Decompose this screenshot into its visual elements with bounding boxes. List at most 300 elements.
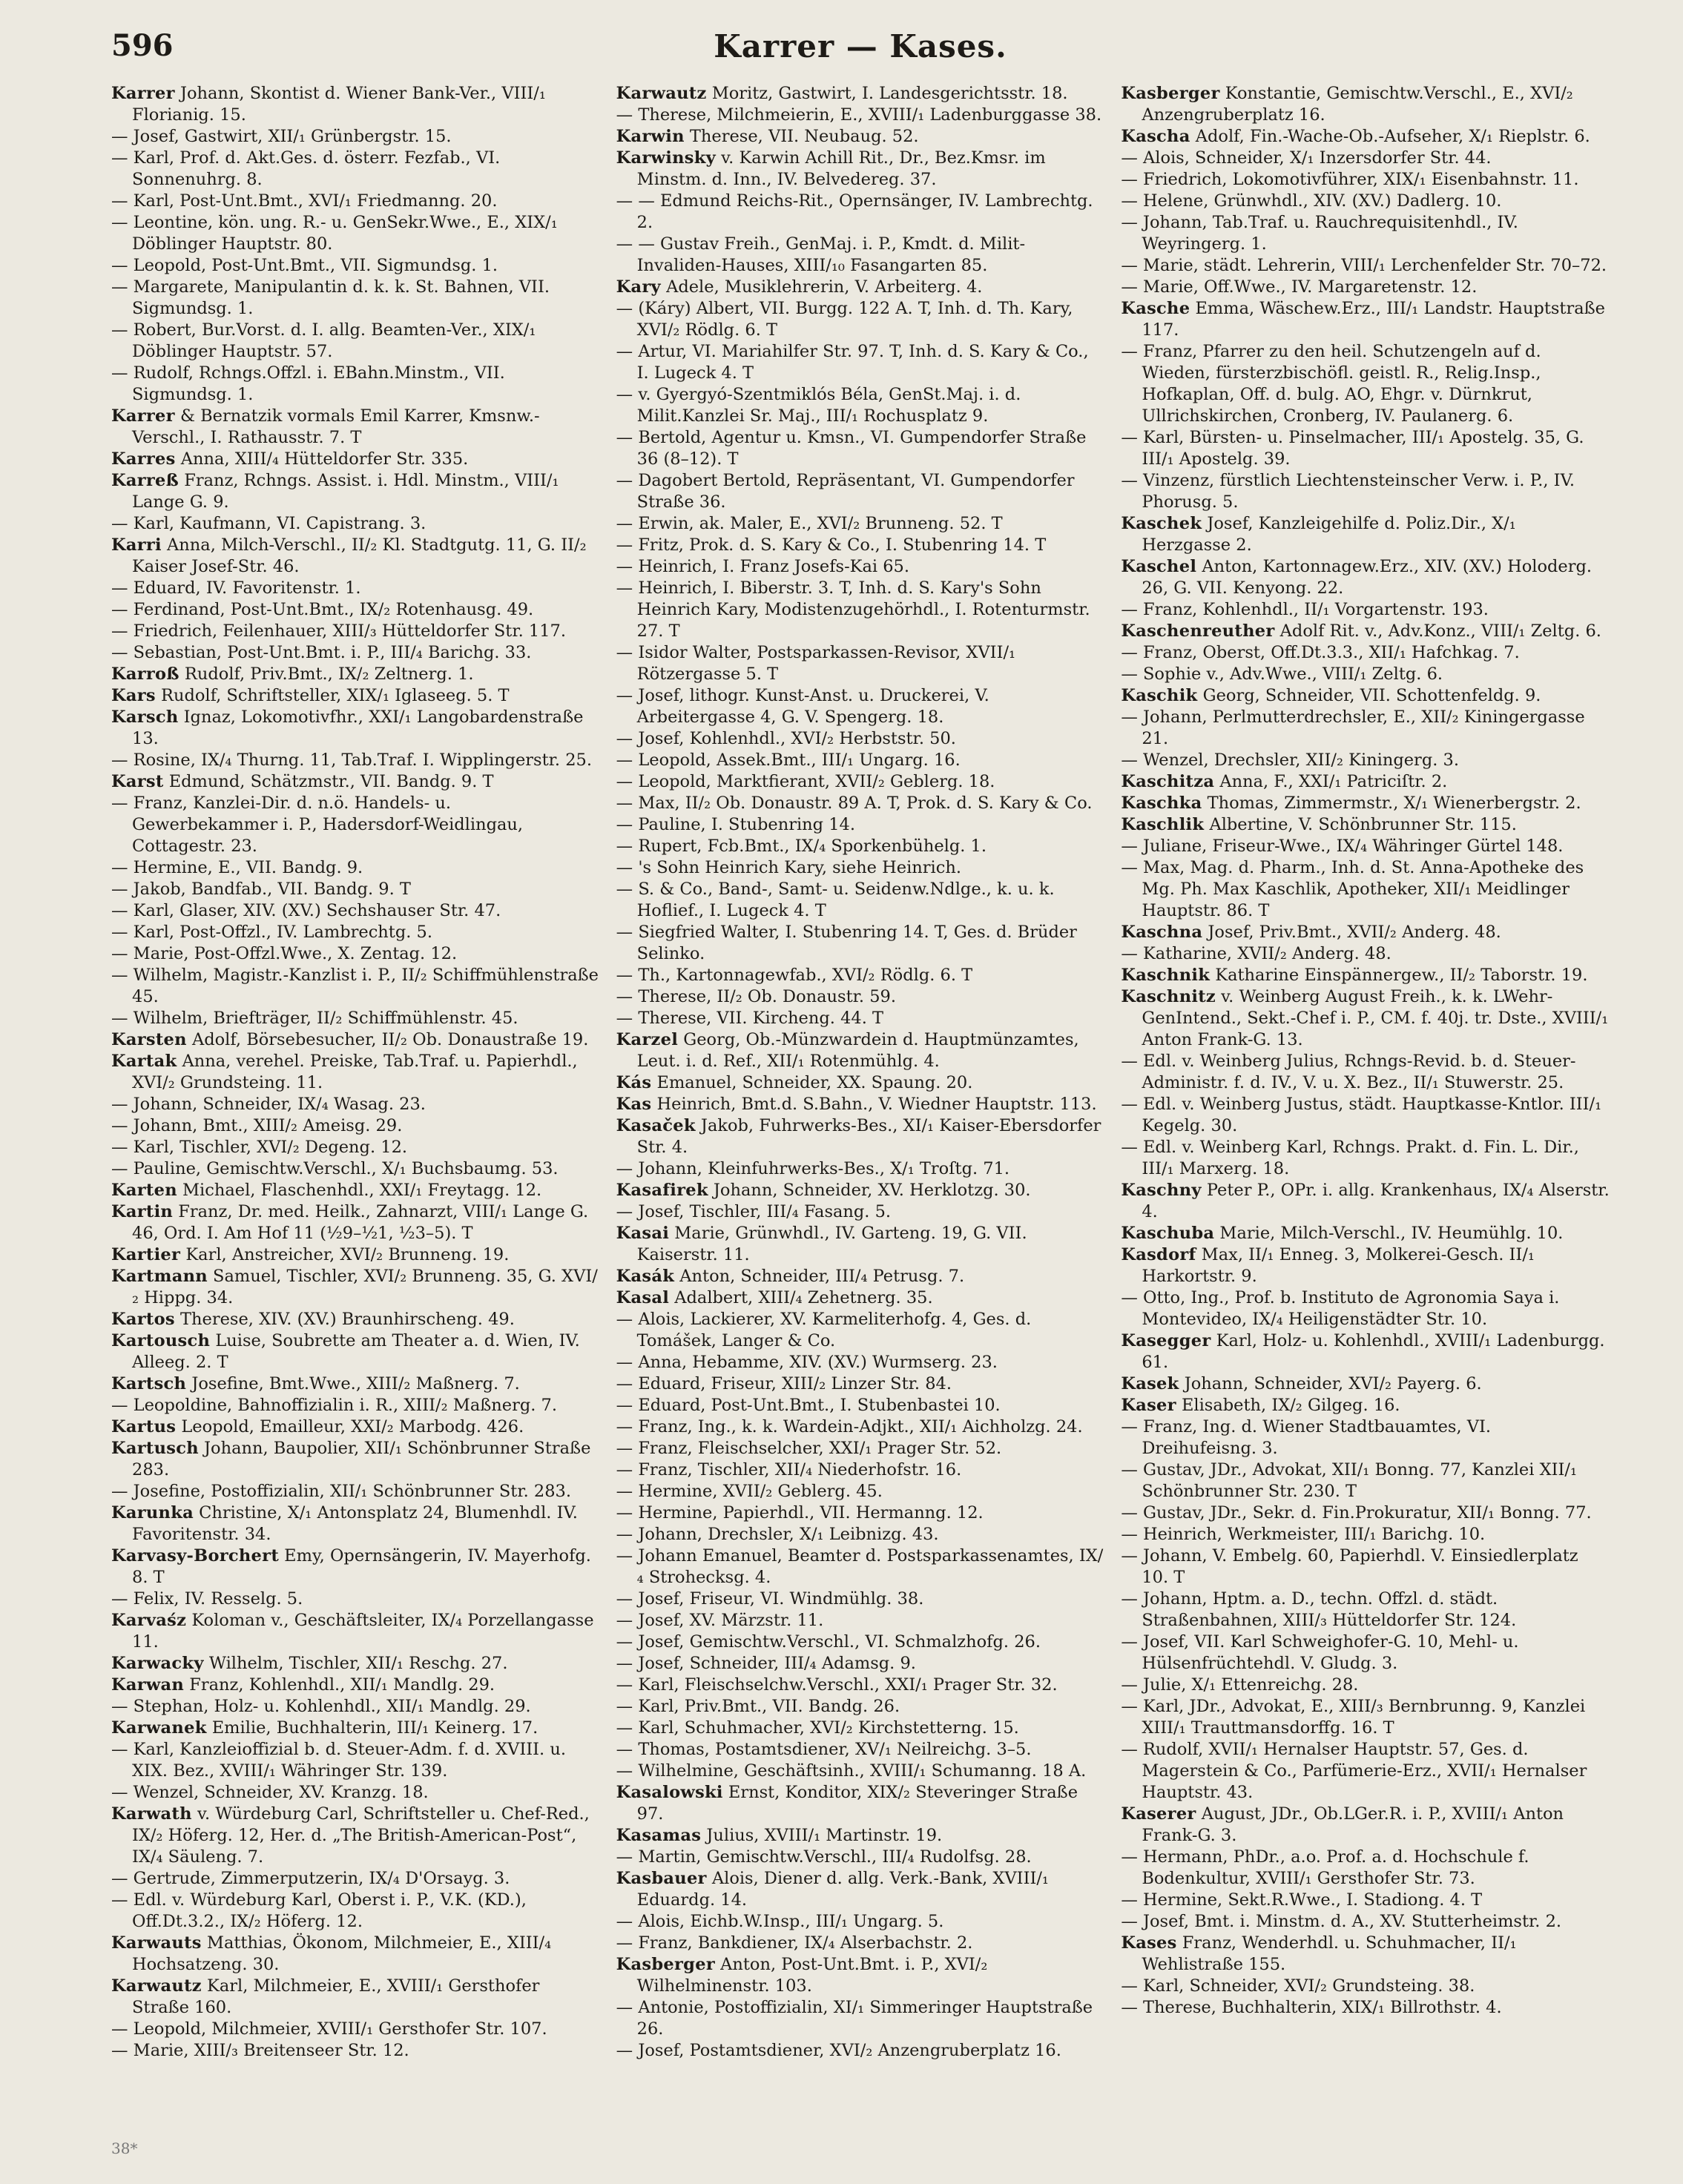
entry-surname: Kartos: [111, 1310, 175, 1329]
entry-text: Alois, Diener d. allg. Verk.-Bank, XVIII/₁ Eduardg. 14.: [636, 1869, 1049, 1910]
directory-entry: [616, 1632, 1105, 1653]
entry-text: Johann, Baupolier, XII/₁ Schönbrunner Straße 283.: [132, 1439, 591, 1479]
entry-text: — Franz, Kohlenhdl., II/₁ Vorgartenstr. 193.: [1121, 600, 1489, 619]
entry-text: — Edl. v. Weinberg Julius, Rchngs-Revid. b. d. Steuer-Administr. f. d. IV., V. u. X. Bez., II/₁ Stuwerstr. 25.: [1121, 1052, 1576, 1092]
column-2: [616, 83, 1105, 2160]
directory-entry: [616, 1675, 1105, 1696]
entry-text: Christine, X/₁ Antonsplatz 24, Blumenhdl. IV. Favoritenstr. 34.: [132, 1503, 578, 1544]
entry-surname: Karwautz: [616, 84, 707, 103]
directory-entry: [111, 857, 600, 879]
directory-entry: [616, 1761, 1105, 1782]
entry-text: — Johann, Drechsler, X/₁ Leibnizg. 43.: [616, 1525, 939, 1544]
entry-text: — Pauline, Gemischtw.Verschl., X/₁ Buchsbaumg. 53.: [111, 1159, 559, 1178]
directory-entry: [616, 1373, 1105, 1395]
entry-text: Koloman v., Geschäftsleiter, IX/₄ Porzellangasse 11.: [132, 1611, 594, 1652]
entry-text: Franz, Rchngs. Assist. i. Hdl. Minstm., VIII/₁ Lange G. 9.: [132, 471, 559, 512]
entry-text: — Rupert, Fcb.Bmt., IX/₄ Sporkenbühelg. 1.: [616, 837, 987, 856]
directory-entry: [111, 1696, 600, 1718]
directory-entry: [616, 148, 1105, 191]
directory-entry: [616, 1825, 1105, 1847]
directory-entry: [111, 1782, 600, 1804]
entry-text: — Karl, JDr., Advokat, E., XIII/₃ Bernbrunng. 9, Kanzlei XIII/₁ Trauttmansdorffg. 16. T: [1121, 1697, 1586, 1738]
entry-text: Therese, XIV. (XV.) Braunhirscheng. 49.: [174, 1310, 515, 1329]
entry-surname: Karst: [111, 772, 164, 791]
entry-text: — Franz, Oberst, Off.Dt.3.3., XII/₁ Hafchkag. 7.: [1121, 643, 1520, 662]
directory-entry: [1121, 771, 1610, 793]
entry-surname: Kasal: [616, 1288, 670, 1307]
entry-text: — Leopoldine, Bahnoffizialin i. R., XIII/₂ Maßnerg. 7.: [111, 1396, 558, 1415]
directory-entry: [616, 750, 1105, 771]
directory-entry: [616, 341, 1105, 384]
directory-entry: [111, 578, 600, 599]
directory-entry: [111, 1416, 600, 1438]
entry-text: Jakob, Fuhrwerks-Bes., XI/₁ Kaiser-Ebersdorfer Str. 4.: [636, 1116, 1101, 1157]
directory-entry: [111, 1718, 600, 1739]
entry-text: Emy, Opernsängerin, IV. Mayerhofg. 8. T: [132, 1546, 591, 1587]
entry-text: — Th., Kartonnagewfab., XVI/₂ Rödlg. 6. T: [616, 966, 973, 985]
directory-entry: [616, 470, 1105, 513]
entry-surname: Kasalowski: [616, 1783, 723, 1802]
directory-entry: [616, 1180, 1105, 1201]
directory-entry: [111, 750, 600, 771]
entry-text: — Eduard, Post-Unt.Bmt., I. Stubenbastei 10.: [616, 1396, 1001, 1415]
entry-text: — Heinrich, I. Franz Josefs-Kai 65.: [616, 557, 910, 576]
entry-text: Anton, Post-Unt.Bmt. i. P., XVI/₂ Wilhelminenstr. 103.: [636, 1955, 988, 1996]
entry-text: — Gertrude, Zimmerputzerin, IX/₄ D'Orsayg. 3.: [111, 1869, 510, 1888]
directory-entry: [111, 1804, 600, 1868]
entry-surname: Kartousch: [111, 1331, 211, 1350]
entry-text: — Josef, Tischler, III/₄ Fasang. 5.: [616, 1202, 892, 1221]
directory-entry: [616, 1868, 1105, 1911]
directory-entry: [111, 83, 600, 126]
entry-text: Georg, Schneider, VII. Schottenfeldg. 9.: [1197, 686, 1541, 705]
directory-entry: [111, 363, 600, 406]
entry-text: — Karl, Kanzleioffizial b. d. Steuer-Adm. f. d. XVIII. u. XIX. Bez., XVIII/₁ Währinger Str. 139.: [111, 1740, 567, 1781]
directory-entry: [111, 685, 600, 707]
entry-text: — Rudolf, Rchngs.Offzl. i. EBahn.Minstm., VII. Sigmundsg. 1.: [111, 363, 505, 404]
directory-entry: [111, 449, 600, 470]
entry-surname: Kasbauer: [616, 1869, 707, 1888]
entry-surname: Karwacky: [111, 1654, 204, 1673]
entry-surname: Karri: [111, 535, 162, 555]
directory-entry: [1121, 1094, 1610, 1137]
directory-entry: [111, 2040, 600, 2062]
directory-entry: [616, 1696, 1105, 1718]
entry-surname: Kaserer: [1121, 1804, 1196, 1824]
entry-text: — Vinzenz, fürstlich Liechtensteinscher Verw. i. P., IV. Phorusg. 5.: [1121, 471, 1575, 512]
directory-entry: [111, 599, 600, 621]
directory-entry: [1121, 1180, 1610, 1223]
entry-text: Karl, Anstreicher, XVI/₂ Brunneng. 19.: [180, 1245, 510, 1264]
entry-text: Johann, Schneider, XVI/₂ Payerg. 6.: [1179, 1374, 1482, 1393]
entry-surname: Karroß: [111, 664, 180, 684]
directory-entry: [616, 1158, 1105, 1180]
entry-text: Samuel, Tischler, XVI/₂ Brunneng. 35, G. XVI/₂ Hippg. 34.: [132, 1267, 598, 1307]
directory-entry: [111, 1330, 600, 1373]
entry-text: Matthias, Ökonom, Milchmeier, E., XIII/₄ Hochsatzeng. 30.: [132, 1933, 552, 1974]
directory-entry: [616, 1545, 1105, 1588]
entry-text: Georg, Ob.-Münzwardein d. Hauptmünzamtes, Leut. i. d. Ref., XII/₁ Rotenmühlg. 4.: [636, 1030, 1079, 1071]
entry-text: Michael, Flaschenhdl., XXI/₁ Freytagg. 12.: [177, 1181, 542, 1200]
directory-entry: [1121, 642, 1610, 664]
directory-entry: [1121, 169, 1610, 191]
directory-entry: [616, 857, 1105, 879]
directory-entry: [616, 685, 1105, 728]
directory-entry: [111, 621, 600, 642]
directory-entry: [1121, 1588, 1610, 1632]
directory-entry: [1121, 664, 1610, 685]
directory-entry: [1121, 1804, 1610, 1847]
directory-entry: [616, 1352, 1105, 1373]
directory-entry: [111, 642, 600, 664]
directory-entry: [616, 1588, 1105, 1610]
entry-text: — Juliane, Friseur-Wwe., IX/₄ Währinger Gürtel 148.: [1121, 837, 1564, 856]
entry-text: — Erwin, ak. Maler, E., XVI/₂ Brunneng. 52. T: [616, 514, 1003, 533]
directory-entry: [1121, 793, 1610, 814]
entry-text: Moritz, Gastwirt, I. Landesgerichtsstr. 18.: [706, 84, 1068, 103]
entry-surname: Kasegger: [1121, 1331, 1211, 1350]
entry-text: Max, II/₁ Enneg. 3, Molkerei-Gesch. II/₁ Harkortstr. 9.: [1142, 1245, 1535, 1286]
entry-surname: Kary: [616, 277, 661, 297]
directory-entry: [111, 922, 600, 943]
entry-text: — Karl, Glaser, XIV. (XV.) Sechshauser Str. 47.: [111, 901, 501, 920]
directory-entry: [1121, 857, 1610, 922]
directory-entry: [1121, 1997, 1610, 2019]
directory-entry: [111, 1481, 600, 1502]
entry-surname: Karrer: [111, 406, 175, 426]
entry-text: — Johann, Hptm. a. D., techn. Offzl. d. städt. Straßenbahnen, XIII/₃ Hütteldorfer Str. 124.: [1121, 1589, 1517, 1630]
directory-entry: [616, 1847, 1105, 1868]
entry-surname: Kars: [111, 686, 156, 705]
entry-text: — Robert, Bur.Vorst. d. I. allg. Beamten-Ver., XIX/₁ Döblinger Hauptstr. 57.: [111, 320, 536, 361]
directory-entry: [111, 664, 600, 685]
directory-entry: [616, 1610, 1105, 1632]
entry-text: Josef, Priv.Bmt., XVII/₂ Anderg. 48.: [1202, 923, 1501, 942]
entry-text: — Edl. v. Weinberg Karl, Rchngs. Prakt. d. Fin. L. Dir., III/₁ Marxerg. 18.: [1121, 1138, 1579, 1178]
entry-surname: Kartsch: [111, 1374, 187, 1393]
entry-surname: Karvaśz: [111, 1611, 187, 1630]
column-1: [111, 83, 600, 2160]
entry-text: — Heinrich, Werkmeister, III/₁ Barichg. 10.: [1121, 1525, 1486, 1544]
directory-entry: [616, 513, 1105, 535]
directory-entry: [616, 922, 1105, 965]
entry-text: Katharine Einspännergew., II/₂ Taborstr. 19.: [1210, 966, 1588, 985]
directory-entry: [111, 1309, 600, 1330]
entry-text: — Josef, Friseur, VI. Windmühlg. 38.: [616, 1589, 924, 1609]
entry-text: — Franz, Bankdiener, IX/₄ Alserbachstr. 2.: [616, 1933, 973, 1953]
directory-entry: [1121, 1416, 1610, 1459]
entry-text: — Sebastian, Post-Unt.Bmt. i. P., III/₄ Barichg. 33.: [111, 643, 532, 662]
entry-text: — Wenzel, Schneider, XV. Kranzg. 18.: [111, 1783, 429, 1802]
directory-entry: [1121, 621, 1610, 642]
directory-entry: [111, 1868, 600, 1890]
entry-surname: Kartus: [111, 1417, 177, 1436]
directory-entry: [111, 879, 600, 900]
directory-entry: [1121, 83, 1610, 126]
directory-entry: [1121, 1373, 1610, 1395]
entry-text: Franz, Wenderhdl. u. Schuhmacher, II/₁ Wehlistraße 155.: [1142, 1933, 1517, 1974]
directory-columns: [111, 83, 1610, 2160]
entry-text: Johann, Schneider, XV. Herklotzg. 30.: [708, 1181, 1031, 1200]
directory-entry: [616, 1029, 1105, 1072]
entry-surname: Kás: [616, 1073, 652, 1092]
directory-entry: [616, 1115, 1105, 1158]
entry-surname: Kartin: [111, 1202, 174, 1221]
running-title: Karrer — Kases.: [714, 28, 1007, 65]
directory-entry: [111, 1094, 600, 1115]
directory-entry: [616, 728, 1105, 750]
directory-entry: [616, 965, 1105, 986]
directory-entry: [1121, 986, 1610, 1051]
entry-text: Ignaz, Lokomotivfhr., XXI/₁ Langobardenstraße 13.: [132, 707, 584, 748]
entry-surname: Kasdorf: [1121, 1245, 1196, 1264]
entry-text: — Heinrich, I. Biberstr. 3. T, Inh. d. S. Kary's Sohn Heinrich Kary, Modistenzugehörhdl., I. Rotenturmstr. 27. T: [616, 578, 1090, 641]
entry-text: — Artur, VI. Mariahilfer Str. 97. T, Inh. d. S. Kary & Co., I. Lugeck 4. T: [616, 342, 1089, 383]
entry-text: — Karl, Post-Offzl., IV. Lambrechtg. 5.: [111, 923, 433, 942]
entry-surname: Kaschnitz: [1121, 987, 1216, 1006]
entry-text: — Jakob, Bandfab., VII. Bandg. 9. T: [111, 880, 411, 899]
column-3: [1121, 83, 1610, 2160]
entry-text: — Hermann, PhDr., a.o. Prof. a. d. Hochschule f. Bodenkultur, XVIII/₁ Gersthofer Str. 73.: [1121, 1847, 1529, 1888]
directory-entry: [616, 1502, 1105, 1524]
directory-entry: [111, 1137, 600, 1158]
entry-text: Konstantie, Gemischtw.Verschl., E., XVI/₂ Anzengruberplatz 16.: [1142, 84, 1573, 125]
entry-surname: Kaschel: [1121, 557, 1197, 576]
entry-text: — Friedrich, Lokomotivführer, XIX/₁ Eisenbahnstr. 11.: [1121, 170, 1579, 189]
entry-text: — — Edmund Reichs-Rit., Opernsänger, IV. Lambrechtg. 2.: [616, 191, 1093, 232]
directory-entry: [616, 793, 1105, 814]
entry-text: — Thomas, Postamtsdiener, XV/₁ Neilreichg. 3–5.: [616, 1740, 1032, 1759]
entry-text: — Helene, Grünwhdl., XIV. (XV.) Dadlerg. 10.: [1121, 191, 1502, 211]
directory-entry: [616, 1072, 1105, 1094]
entry-text: — — Gustav Freih., GenMaj. i. P., Kmdt. d. Milit-Invaliden-Hauses, XIII/₁₀ Fasangarten 85.: [616, 234, 1026, 275]
entry-text: — Josef, Bmt. i. Minstm. d. A., XV. Stutterheimstr. 2.: [1121, 1912, 1562, 1931]
entry-surname: Kartak: [111, 1052, 177, 1071]
directory-entry: [1121, 1051, 1610, 1094]
entry-text: Peter P., OPr. i. allg. Krankenhaus, IX/₄ Alserstr. 4.: [1142, 1181, 1610, 1221]
entry-text: Anna, Milch-Verschl., II/₂ Kl. Stadtgutg. 11, G. II/₂ Kaiser Josef-Str. 46.: [132, 535, 587, 576]
directory-entry: [111, 1180, 600, 1201]
directory-entry: [1121, 1976, 1610, 1997]
entry-text: — Leopold, Milchmeier, XVIII/₁ Gersthofer Str. 107.: [111, 2019, 547, 2039]
directory-entry: [616, 2040, 1105, 2062]
directory-entry: [1121, 599, 1610, 621]
directory-entry: [616, 1395, 1105, 1416]
directory-entry: [616, 879, 1105, 922]
directory-entry: [616, 298, 1105, 341]
entry-text: Josef, Kanzleigehilfe d. Poliz.Dir., X/₁ Herzgasse 2.: [1142, 514, 1516, 555]
entry-surname: Karwan: [111, 1675, 185, 1695]
directory-entry: [111, 513, 600, 535]
entry-surname: Kaschik: [1121, 686, 1198, 705]
entry-text: — Josef, Schneider, III/₄ Adamsg. 9.: [616, 1654, 916, 1673]
directory-entry: [616, 1287, 1105, 1309]
entry-surname: Kaschenreuther: [1121, 621, 1275, 641]
entry-text: — Dagobert Bertold, Repräsentant, VI. Gumpendorfer Straße 36.: [616, 471, 1075, 512]
entry-text: — Sophie v., Adv.Wwe., VIII/₁ Zeltg. 6.: [1121, 664, 1443, 684]
directory-entry: [616, 1739, 1105, 1761]
entry-text: Thomas, Zimmermstr., X/₁ Wienerbergstr. 2.: [1202, 794, 1581, 813]
directory-entry: [616, 1201, 1105, 1223]
entry-surname: Kaschny: [1121, 1181, 1202, 1200]
entry-text: Anna, verehel. Preiske, Tab.Traf. u. Papierhdl., XVI/₂ Grundsteing. 11.: [132, 1052, 578, 1092]
entry-text: — Therese, Buchhalterin, XIX/₁ Billrothstr. 4.: [1121, 1998, 1502, 2017]
directory-entry: [111, 406, 600, 449]
entry-text: — Otto, Ing., Prof. b. Instituto de Agronomia Saya i. Montevideo, IX/₄ Heiligenstädter Str. 10.: [1121, 1288, 1560, 1329]
entry-surname: Karvasy-Borchert: [111, 1546, 280, 1566]
entry-text: Adalbert, XIII/₄ Zehetnerg. 35.: [669, 1288, 933, 1307]
entry-text: — Therese, II/₂ Ob. Donaustr. 59.: [616, 987, 896, 1006]
entry-text: — Edl. v. Weinberg Justus, städt. Hauptkasse-Kntlor. III/₁ Kegelg. 30.: [1121, 1095, 1602, 1135]
entry-text: Adolf Rit. v., Adv.Konz., VIII/₁ Zeltg. 6.: [1274, 621, 1601, 641]
entry-surname: Karten: [111, 1181, 177, 1200]
entry-surname: Kaschlik: [1121, 815, 1205, 834]
entry-text: v. Würdeburg Carl, Schriftsteller u. Chef-Red., IX/₂ Höferg. 12, Her. d. „The British-American-Post“, IX/₄ Säuleng. 7.: [132, 1804, 590, 1867]
entry-text: — Max, II/₂ Ob. Donaustr. 89 A. T, Prok. d. S. Kary & Co.: [616, 794, 1093, 813]
entry-text: Therese, VII. Neubaug. 52.: [684, 127, 919, 146]
entry-text: Marie, Grünwhdl., IV. Garteng. 19, G. VII. Kaiserstr. 11.: [636, 1224, 1027, 1264]
entry-surname: Kaschitza: [1121, 772, 1215, 791]
directory-entry: [111, 191, 600, 212]
directory-entry: [1121, 1502, 1610, 1524]
directory-entry: [1121, 212, 1610, 255]
entry-text: — Edl. v. Würdeburg Karl, Oberst i. P., V.K. (KD.), Off.Dt.3.2., IX/₂ Höferg. 12.: [111, 1890, 527, 1931]
directory-entry: [616, 1459, 1105, 1481]
directory-entry: [616, 1309, 1105, 1352]
directory-entry: [1121, 191, 1610, 212]
entry-text: — Alois, Eichb.W.Insp., III/₁ Ungarg. 5.: [616, 1912, 944, 1931]
directory-entry: [111, 470, 600, 513]
entry-text: Luise, Soubrette am Theater a. d. Wien, IV. Alleeg. 2. T: [132, 1331, 580, 1372]
directory-entry: [1121, 470, 1610, 513]
directory-entry: [111, 1545, 600, 1588]
entry-surname: Kasaček: [616, 1116, 696, 1135]
entry-text: Julius, XVIII/₁ Martinstr. 19.: [701, 1826, 943, 1845]
directory-entry: [111, 1373, 600, 1395]
entry-text: Franz, Dr. med. Heilk., Zahnarzt, VIII/₁ Lange G. 46, Ord. I. Am Hof 11 (½9–½1, ½3–5). T: [132, 1202, 589, 1243]
entry-text: — Karl, Tischler, XVI/₂ Degeng. 12.: [111, 1138, 408, 1157]
entry-text: — Karl, Schneider, XVI/₂ Grundsteing. 38.: [1121, 1976, 1475, 1996]
directory-entry: [616, 1933, 1105, 1954]
directory-entry: [616, 427, 1105, 470]
entry-surname: Karwauts: [111, 1933, 202, 1953]
entry-text: — Felix, IV. Resselg. 5.: [111, 1589, 303, 1609]
directory-entry: [1121, 965, 1610, 986]
directory-entry: [616, 1911, 1105, 1933]
directory-entry: [616, 1008, 1105, 1029]
entry-text: Karl, Holz- u. Kohlenhdl., XVIII/₁ Ladenburgg. 61.: [1142, 1331, 1605, 1372]
directory-entry: [1121, 341, 1610, 427]
directory-entry: [616, 771, 1105, 793]
directory-entry: [616, 1266, 1105, 1287]
entry-text: Emma, Wäschew.Erz., III/₁ Landstr. Hauptstraße 117.: [1142, 299, 1605, 340]
directory-entry: [1121, 814, 1610, 836]
directory-entry: [1121, 1739, 1610, 1804]
entry-surname: Karunka: [111, 1503, 194, 1522]
directory-entry: [111, 1395, 600, 1416]
entry-text: — Wilhelm, Briefträger, II/₂ Schiffmühlenstr. 45.: [111, 1009, 518, 1028]
entry-surname: Kaser: [1121, 1396, 1176, 1415]
directory-entry: [616, 234, 1105, 277]
entry-surname: Kasai: [616, 1224, 670, 1243]
directory-entry: [111, 900, 600, 922]
printer-signature: 38*: [111, 2140, 138, 2157]
entry-text: — Josef, lithogr. Kunst-Anst. u. Druckerei, V. Arbeitergasse 4, G. V. Spengerg. 18.: [616, 686, 989, 727]
entry-surname: Kasche: [1121, 299, 1190, 318]
directory-entry: [1121, 750, 1610, 771]
entry-text: — Therese, VII. Kircheng. 44. T: [616, 1009, 884, 1028]
directory-entry: [111, 1653, 600, 1675]
entry-surname: Karres: [111, 449, 176, 469]
entry-text: — Marie, Post-Offzl.Wwe., X. Zentag. 12.: [111, 944, 458, 963]
directory-entry: [616, 384, 1105, 427]
entry-text: — Siegfried Walter, I. Stubenring 14. T, Ges. d. Brüder Selinko.: [616, 923, 1077, 963]
directory-entry: [616, 1997, 1105, 2040]
entry-text: — Josefine, Postoffizialin, XII/₁ Schönbrunner Str. 283.: [111, 1482, 572, 1501]
entry-text: — Wenzel, Drechsler, XII/₂ Kiningerg. 3.: [1121, 750, 1459, 770]
entry-text: Emilie, Buchhalterin, III/₁ Keinerg. 17.: [206, 1718, 539, 1738]
entry-text: — Johann, Perlmutterdrechsler, E., XII/₂ Kiningergasse 21.: [1121, 707, 1585, 748]
entry-text: Adele, Musiklehrerin, V. Arbeiterg. 4.: [660, 277, 983, 297]
directory-entry: [1121, 255, 1610, 277]
entry-text: — Karl, Schuhmacher, XVI/₂ Kirchstetterng. 15.: [616, 1718, 1019, 1738]
directory-entry: [616, 1481, 1105, 1502]
entry-text: — (Káry) Albert, VII. Burgg. 122 A. T, Inh. d. Th. Kary, XVI/₂ Rödlg. 6. T: [616, 299, 1073, 340]
entry-surname: Karreß: [111, 471, 180, 490]
entry-surname: Kaschka: [1121, 794, 1202, 813]
entry-text: — Alois, Lackierer, XV. Karmeliterhofg. 4, Ges. d. Tomášek, Langer & Co.: [616, 1310, 1032, 1350]
entry-text: — 's Sohn Heinrich Kary, siehe Heinrich.: [616, 858, 961, 877]
entry-text: — Marie, städt. Lehrerin, VIII/₁ Lerchenfelder Str. 70–72.: [1121, 256, 1607, 275]
entry-text: — Karl, Priv.Bmt., VII. Bandg. 26.: [616, 1697, 900, 1716]
entry-surname: Kartmann: [111, 1267, 208, 1286]
entry-text: — Josef, XV. Märzstr. 11.: [616, 1611, 824, 1630]
page-number: 596: [111, 28, 174, 63]
directory-entry: [111, 1588, 600, 1610]
entry-text: — Johann, Tab.Traf. u. Rauchrequisitenhdl., IV. Weyringerg. 1.: [1121, 213, 1518, 254]
entry-text: Rudolf, Priv.Bmt., IX/₂ Zeltnerg. 1.: [179, 664, 474, 684]
entry-text: — Julie, X/₁ Ettenreichg. 28.: [1121, 1675, 1359, 1695]
entry-text: Adolf, Fin.-Wache-Ob.-Aufseher, X/₁ Rieplstr. 6.: [1190, 127, 1590, 146]
directory-entry: [1121, 685, 1610, 707]
directory-entry: [111, 1739, 600, 1782]
directory-entry: [111, 1051, 600, 1094]
directory-entry: [111, 1201, 600, 1244]
entry-text: — Karl, Kaufmann, VI. Capistrang. 3.: [111, 514, 426, 533]
entry-text: Franz, Kohlenhdl., XII/₁ Mandlg. 29.: [184, 1675, 495, 1695]
directory-entry: [1121, 277, 1610, 298]
entry-surname: Kaschek: [1121, 514, 1202, 533]
entry-text: — Johann, Bmt., XIII/₂ Ameisg. 29.: [111, 1116, 403, 1135]
entry-text: v. Karwin Achill Rit., Dr., Bez.Kmsr. im Minstm. d. Inn., IV. Belvedereg. 37.: [636, 148, 1046, 189]
entry-surname: Kascha: [1121, 127, 1190, 146]
directory-entry: [111, 126, 600, 148]
entry-text: — Friedrich, Feilenhauer, XIII/₃ Hütteldorfer Str. 117.: [111, 621, 567, 641]
directory-entry: [1121, 1933, 1610, 1976]
directory-entry: [111, 943, 600, 965]
entry-text: — Rudolf, XVII/₁ Hernalser Hauptstr. 57, Ges. d. Magerstein & Co., Parfümerie-Erz., XVII/₁ Hernalser Hauptstr. 43.: [1121, 1740, 1587, 1802]
entry-text: — Karl, Fleischselchw.Verschl., XXI/₁ Prager Str. 32.: [616, 1675, 1058, 1695]
directory-entry: [616, 1094, 1105, 1115]
entry-text: — Josef, Gemischtw.Verschl., VI. Schmalzhofg. 26.: [616, 1632, 1041, 1652]
entry-text: — Hermine, Sekt.R.Wwe., I. Stadiong. 4. T: [1121, 1890, 1483, 1910]
entry-text: Josefine, Bmt.Wwe., XIII/₂ Maßnerg. 7.: [186, 1374, 520, 1393]
entry-text: — Gustav, JDr., Advokat, XII/₁ Bonng. 77, Kanzlei XII/₁ Schönbrunner Str. 230. T: [1121, 1460, 1577, 1501]
directory-entry: [111, 1115, 600, 1137]
entry-text: — Josef, Postamtsdiener, XVI/₂ Anzengruberplatz 16.: [616, 2041, 1061, 2060]
directory-entry: [111, 707, 600, 750]
entry-surname: Karwinsky: [616, 148, 716, 168]
